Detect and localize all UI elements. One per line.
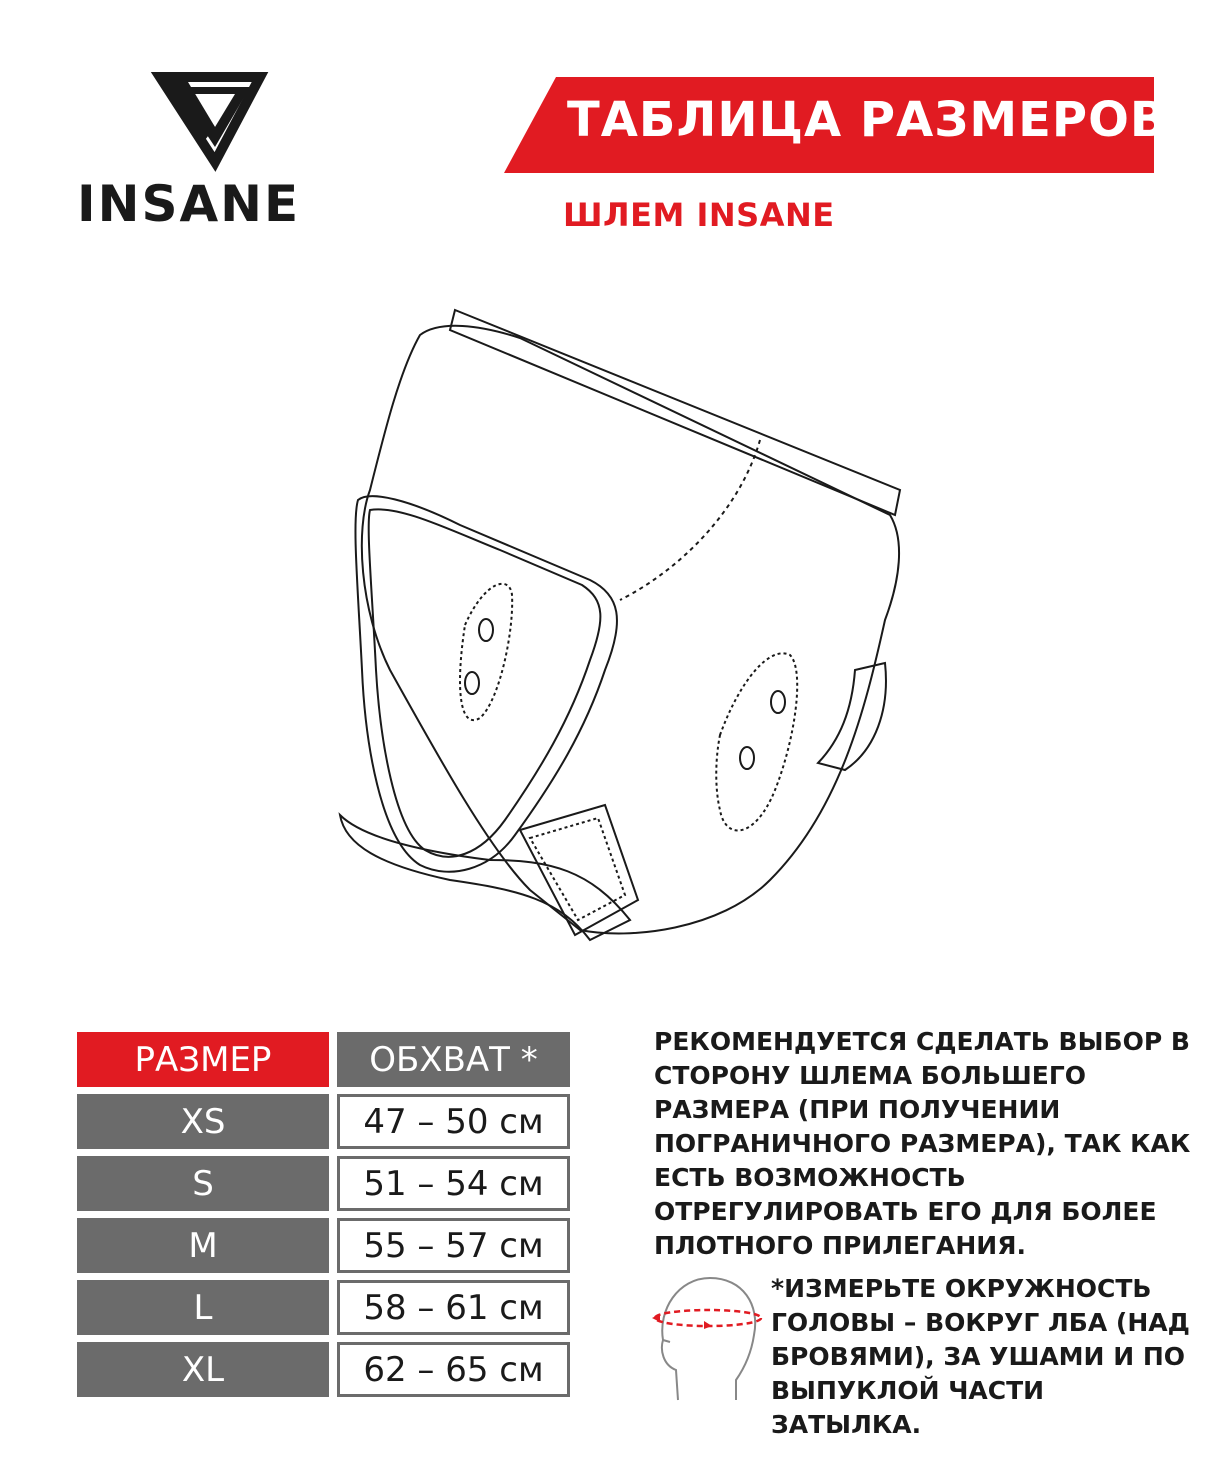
size-label: S bbox=[77, 1156, 329, 1211]
page-title: ТАБЛИЦА РАЗМЕРОВ bbox=[567, 92, 1168, 148]
size-label: XL bbox=[77, 1342, 329, 1397]
product-subtitle: ШЛЕМ INSANE bbox=[563, 196, 835, 234]
header-size: РАЗМЕР bbox=[77, 1032, 329, 1087]
recommendation-text: РЕКОМЕНДУЕТСЯ СДЕЛАТЬ ВЫБОР В СТОРОНУ ШЛЕМА БОЛЬШЕГО РАЗМЕРА (ПРИ ПОЛУЧЕНИИ ПОГРАНИЧНОГО РАЗМЕРА), ТАК КАК ЕСТЬ ВОЗМОЖНОСТЬ ОТРЕГУЛИРОВАТЬ ЕГО ДЛЯ БОЛЕЕ ПЛОТНОГО ПРИЛЕГАНИЯ. bbox=[654, 1027, 1191, 1260]
header-circumference: ОБХВАТ * bbox=[337, 1032, 570, 1087]
circumference-value: 47 – 50 см bbox=[337, 1094, 570, 1149]
circumference-value: 51 – 54 см bbox=[337, 1156, 570, 1211]
helmet-icon bbox=[300, 290, 940, 970]
size-label: XS bbox=[77, 1094, 329, 1149]
brand-name: INSANE bbox=[77, 175, 301, 233]
size-label: L bbox=[77, 1280, 329, 1335]
circumference-value: 55 – 57 см bbox=[337, 1218, 570, 1273]
circumference-value: 62 – 65 см bbox=[337, 1342, 570, 1397]
head-measure-icon bbox=[648, 1270, 768, 1402]
measurement-note: *ИЗМЕРЬТЕ ОКРУЖНОСТЬ ГОЛОВЫ – ВОКРУГ ЛБА (НАД БРОВЯМИ), ЗА УШАМИ И ПО ВЫПУКЛОЙ ЧАСТИ ЗАТЫЛКА. bbox=[771, 1274, 1190, 1439]
size-label: M bbox=[77, 1218, 329, 1273]
circumference-value: 58 – 61 см bbox=[337, 1280, 570, 1335]
